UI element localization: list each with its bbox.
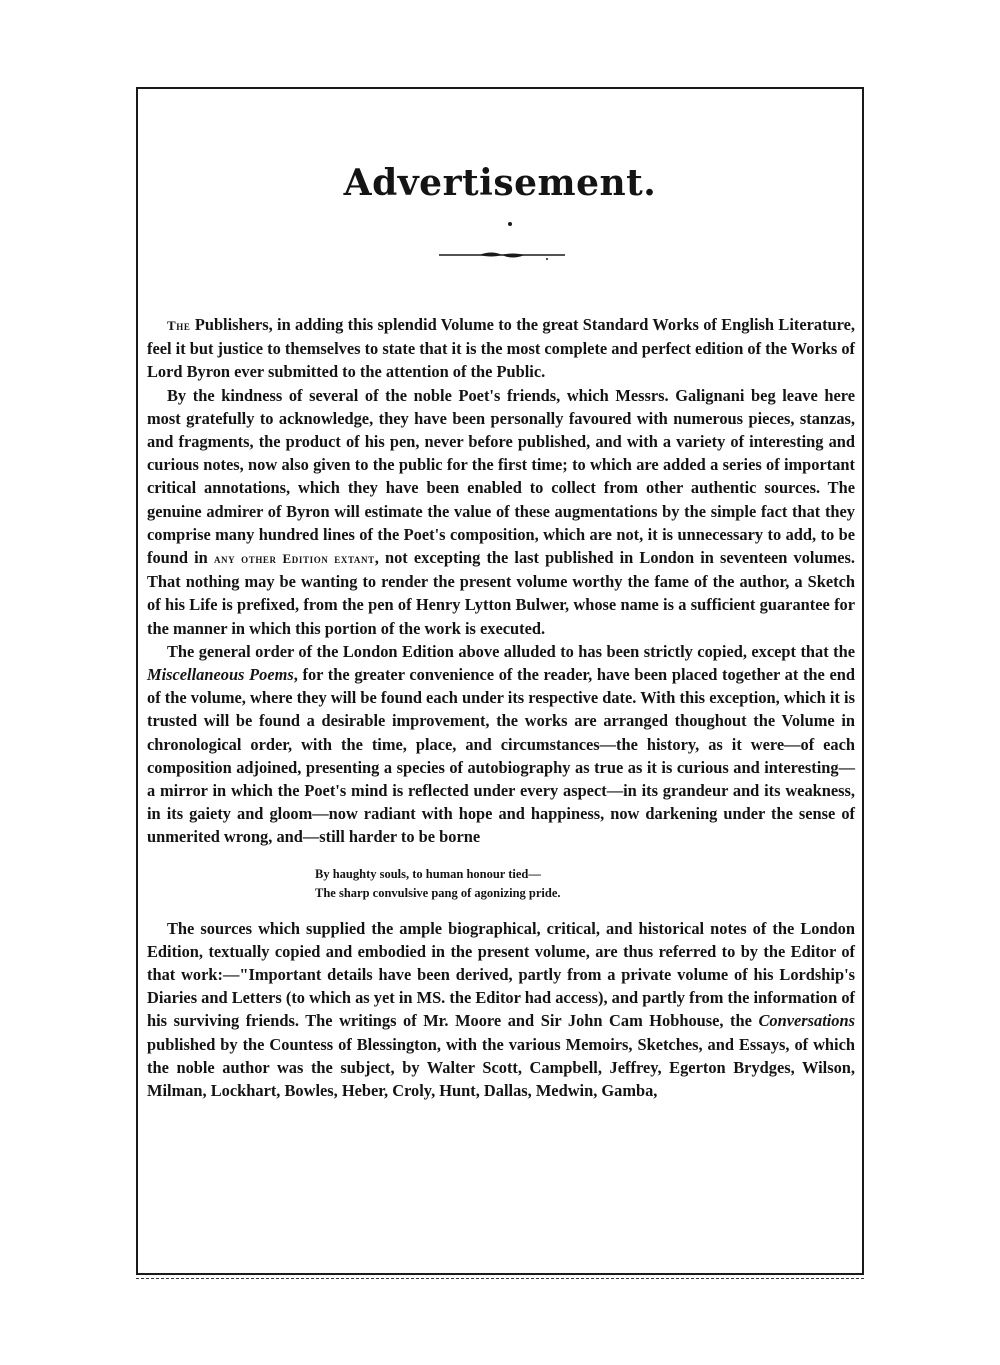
epigraph-line: The sharp convulsive pang of agonizing pride.: [315, 885, 561, 900]
epigraph-line: By haughty souls, to human honour tied—: [315, 866, 541, 881]
paragraph-kindness: [147, 384, 855, 640]
paragraph-text: , for the greater convenience of the reader, have been placed together at the end of the volume, where they will be found each under its respective date. With this exception, which it is trusted will be found a desirable improvement, the works are arranged thoughout the Volume in chronological order, with the time, place, and circumstances—the history, as it were—of each composition adjoined, presenting a species of autobiography as true as it is curious and interesting—a mirror in which the Poet's mind is reflected under every aspect—in its grandeur and its weakness, in its gaiety and gloom—now radiant with hope and happiness, now darkening under the sense of unmerited wrong, and—still harder to be borne: [147, 665, 855, 847]
paragraph-general-order: [147, 640, 855, 849]
epigraph: [315, 865, 855, 903]
page-title: Advertisement.: [343, 162, 657, 204]
paragraph-sources: [147, 917, 855, 1103]
paragraph-text: The general order of the London Edition above alluded to has been strictly copied, except that the: [167, 641, 855, 661]
italic-title: Miscellaneous Poems: [147, 665, 294, 685]
ornament-rule-icon: [437, 248, 567, 262]
advertisement-body: [147, 313, 855, 1102]
paragraph-text: The sources which supplied the ample biographical, critical, and historical notes of the London Edition, textually copied and embodied in the present volume, are thus referred to by the Editor of that work:—"Important details have been derived, partly from a private volume of his Lordship's Diaries and Letters (to which as yet in MS. the Editor had access), and partly from the information of his surviving friends. The writings of Mr. Moore and Sir John Cam Hobhouse, the: [147, 918, 855, 1031]
italic-title: Conversations: [758, 1011, 855, 1031]
paragraph-text: , not excepting the last published in London in seventeen volumes. That nothing may be wanting to render the present volume worthy the fame of the author, a Sketch of his Life is prefixed, from the pen of Henry Lytton Bulwer, whose name is a sufficient guarantee for the manner in which this portion of the work is executed.: [147, 548, 855, 638]
paragraph-text: By the kindness of several of the noble Poet's friends, which Messrs. Galignani beg leave here most gratefully to acknowledge, they have been personally favoured with numerous pieces, stanzas, and fragments, the product of his pen, never before published, and with a variety of interesting and curious notes, now also given to the public for the first time; to which are added a series of important critical annotations, which they have been enabled to collect from other authentic sources. The genuine admirer of Byron will estimate the value of these augmentations by the simple fact that they comprise many hundred lines of the Poet's composition, which are not, it is unnecessary to add, to be found in: [147, 385, 855, 568]
paragraph-publishers: [147, 313, 855, 384]
paragraph-text: Publishers, in adding this splendid Volume to the great Standard Works of English Literature, feel it but justice to themselves to state that it is the most complete and perfect edition of the Works of Lord Byron ever submitted to the attention of the Public.: [147, 315, 856, 382]
title-dot: [508, 222, 512, 226]
small-caps-phrase: any other Edition extant: [213, 551, 375, 567]
paragraph-text: published by the Countess of Blessington, with the various Memoirs, Sketches, and Essays, of which the noble author was the subject, by Walter Scott, Campbell, Jeffrey, Egerton Brydges, Wilson, Milman, Lockhart, Bowles, Heber, Croly, Hunt, Dallas, Medwin, Gamba,: [147, 1034, 855, 1101]
paragraph-lead: The: [167, 318, 191, 333]
